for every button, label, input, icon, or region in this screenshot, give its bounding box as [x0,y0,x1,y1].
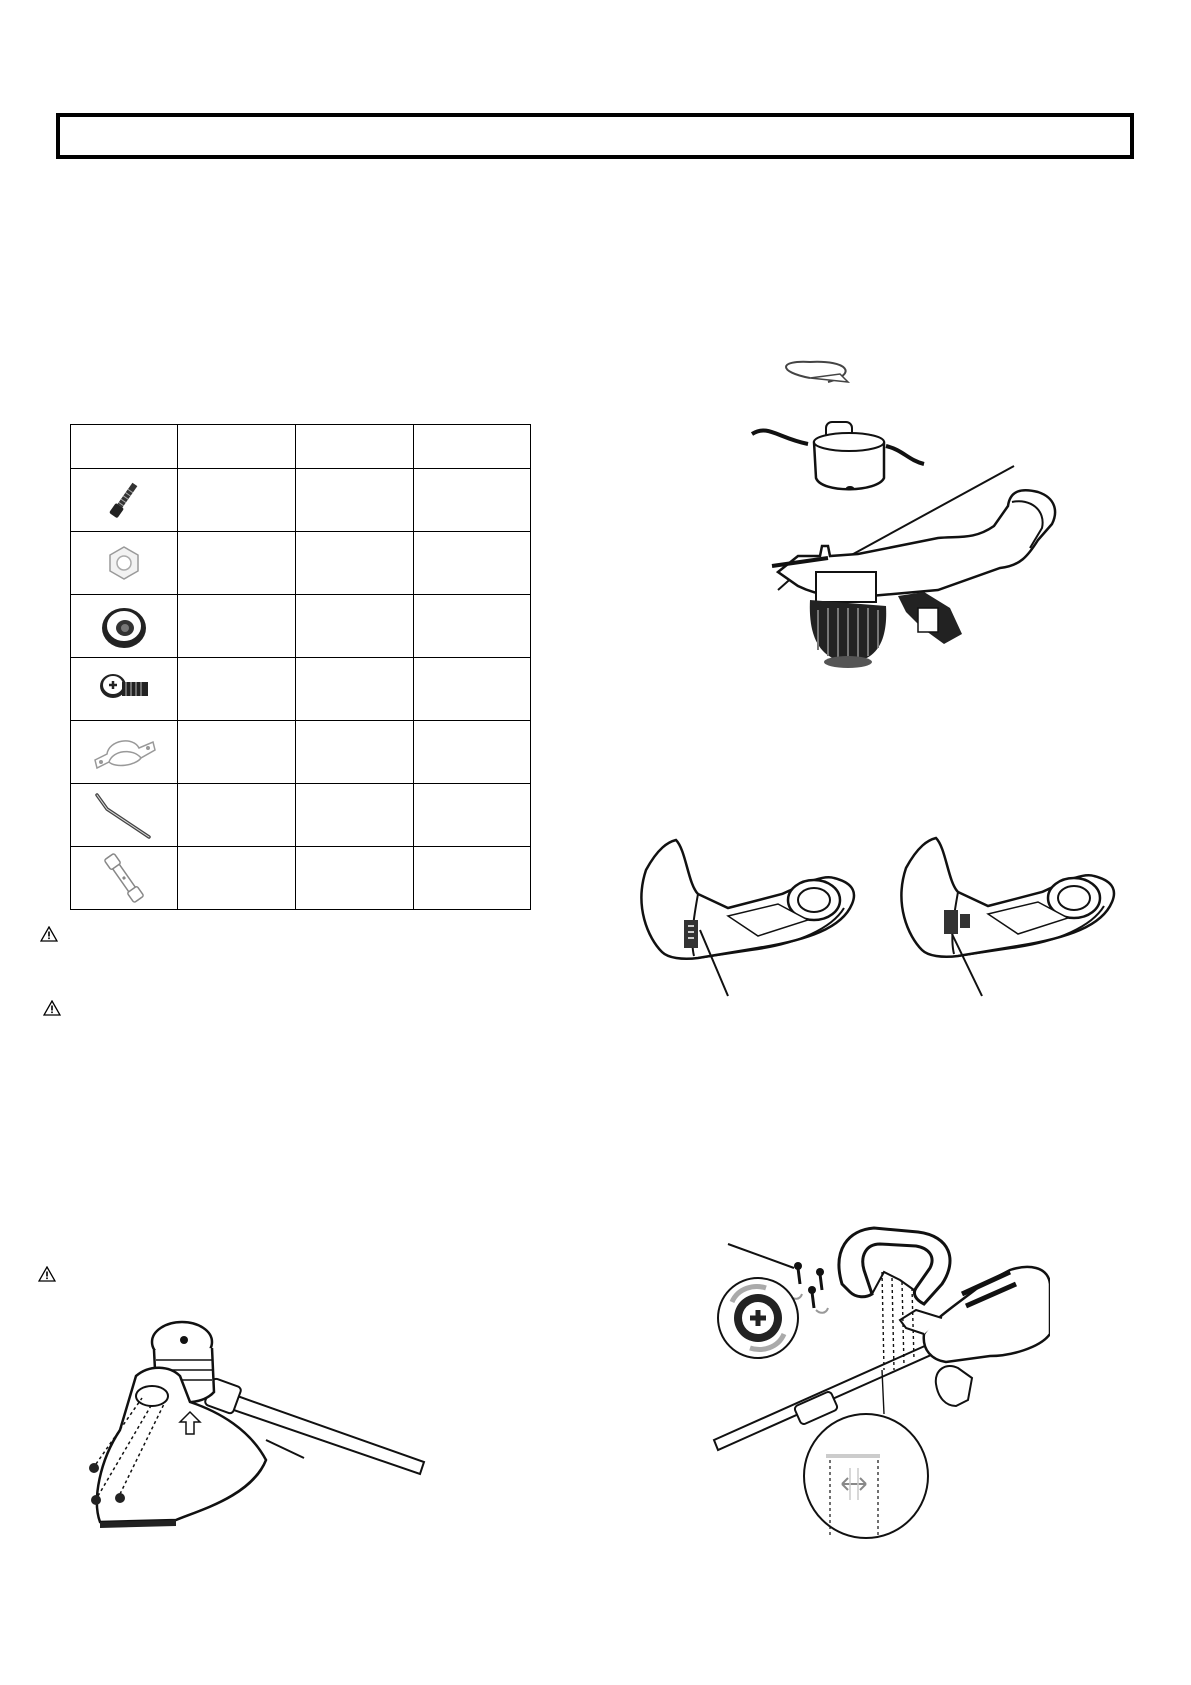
hex-nut-icon [104,543,144,583]
table-icon-cell [71,784,178,847]
table-cell [178,721,296,784]
warning-triangle-icon [38,1266,56,1282]
guard-line-cutter-left-illustration [628,820,868,1000]
table-header-cell [414,425,531,469]
table-cell [178,658,296,721]
table-header-cell [178,425,296,469]
table-icon-cell [71,721,178,784]
parts-table [70,424,531,910]
table-row [71,721,531,784]
table-cell [296,658,414,721]
table-row [71,469,531,532]
table-cell [296,595,414,658]
table-cell [414,721,531,784]
table-icon-cell [71,595,178,658]
table-cell [296,847,414,910]
table-cell [414,847,531,910]
table-header-cell [71,425,178,469]
allen-key-icon [89,787,159,843]
table-cell [178,847,296,910]
table-row [71,595,531,658]
warning-triangle-icon [43,1000,61,1016]
table-icon-cell [71,658,178,721]
auxiliary-handle-attach-illustration [710,1210,1050,1540]
table-row [71,847,531,910]
table-row [71,658,531,721]
table-cell [414,658,531,721]
socket-wrench-icon [94,850,154,906]
table-row [71,784,531,847]
section-title-box [56,113,1134,159]
guard-line-cutter-right-illustration [901,838,1114,996]
table-cell [296,784,414,847]
table-cell [178,469,296,532]
hex-socket-bolt-icon [99,473,149,527]
table-icon-cell [71,847,178,910]
pipe-clamp-icon [91,730,157,774]
phillips-screw-icon [96,664,152,714]
table-cell [296,721,414,784]
table-cell [178,532,296,595]
table-header-row [71,425,531,469]
table-cell [414,532,531,595]
table-header-cell [296,425,414,469]
table-cell [414,469,531,532]
warning-triangle-icon [40,926,58,942]
spool-cap-icon [97,601,151,651]
table-cell [178,595,296,658]
guard-attach-illustration [80,1310,440,1530]
table-cell [178,784,296,847]
table-icon-cell [71,532,178,595]
table-icon-cell [71,469,178,532]
table-cell [414,784,531,847]
spool-install-illustration [738,360,1078,700]
table-cell [414,595,531,658]
table-cell [296,469,414,532]
table-cell [296,532,414,595]
table-row [71,532,531,595]
